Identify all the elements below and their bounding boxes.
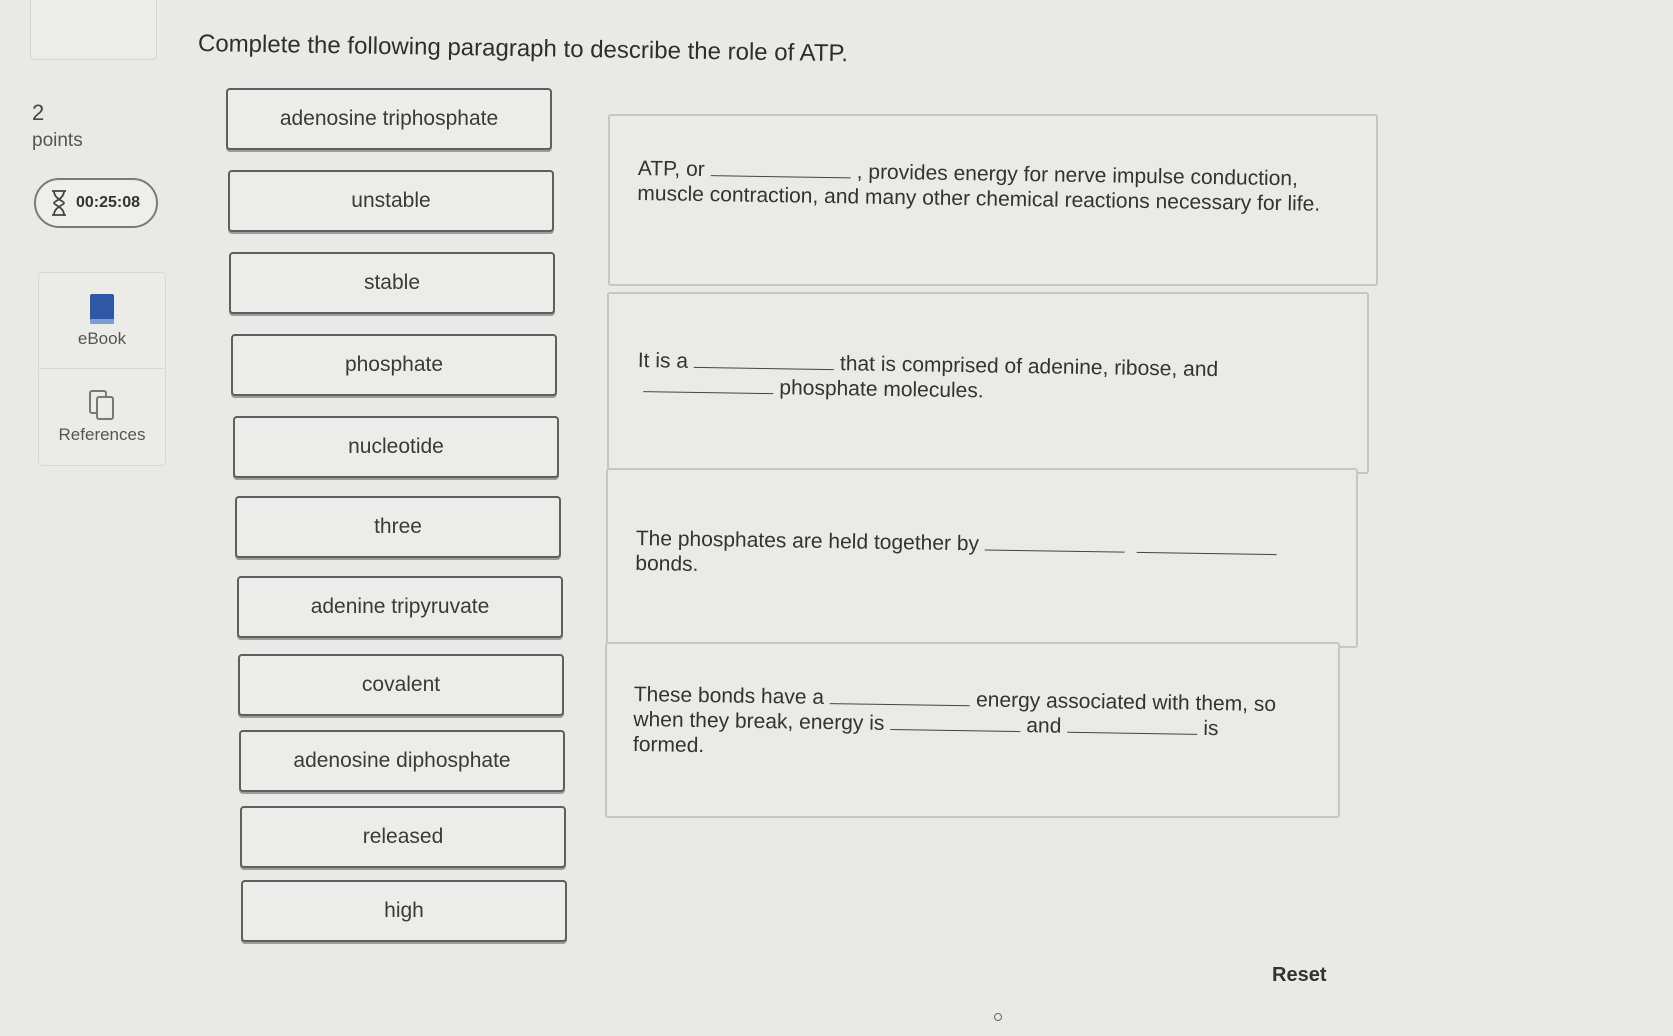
word-option[interactable]: released: [240, 806, 566, 868]
paragraph-1-text-b: , provides energy for nerve impulse conduction, muscle contraction, and many other chemical reactions necessary for life.: [637, 160, 1321, 216]
reset-button[interactable]: Reset: [1272, 964, 1327, 986]
references-label: References: [58, 425, 146, 444]
hourglass-icon: [50, 189, 68, 217]
word-option[interactable]: high: [241, 880, 567, 942]
blank-4[interactable]: [985, 531, 1125, 552]
paragraph-4: [633, 682, 1294, 767]
blank-1[interactable]: [711, 157, 851, 178]
paragraph-3-text-b: bonds.: [635, 551, 699, 576]
instruction-text: Complete the following paragraph to describe the role of ATP.: [197, 30, 849, 68]
timer[interactable]: [34, 178, 158, 228]
ebook-button[interactable]: [39, 273, 165, 369]
blank-6[interactable]: [830, 685, 970, 706]
paragraph-2-text-b: that is comprised of adenine, ribose, and: [839, 352, 1219, 382]
blank-3[interactable]: [643, 373, 773, 394]
paragraph-1-text-a: ATP, or: [637, 156, 705, 182]
decorative-dot: [994, 1013, 1002, 1021]
tools-panel: [38, 272, 166, 466]
book-icon: [89, 293, 115, 325]
paragraph-4-text-c: and: [1026, 714, 1062, 738]
word-option[interactable]: unstable: [228, 170, 554, 232]
paragraph-2: [637, 348, 1258, 408]
paragraph-4-text-d: is formed.: [632, 716, 1219, 758]
paragraph-2-text-a: It is a: [637, 348, 689, 373]
timer-value: 00:25:08: [76, 194, 141, 211]
question-number-box: [30, 0, 157, 60]
paragraph-3-text-a: The phosphates are held together by: [635, 526, 980, 556]
blank-7[interactable]: [890, 711, 1020, 732]
references-button[interactable]: [39, 369, 165, 464]
word-option[interactable]: covalent: [238, 654, 564, 716]
word-option[interactable]: three: [235, 496, 561, 558]
paragraph-3: [635, 526, 1316, 587]
word-option[interactable]: adenosine diphosphate: [239, 730, 565, 792]
blank-5[interactable]: [1137, 534, 1277, 555]
paragraph-4-text-a: These bonds have a: [633, 682, 825, 709]
word-option[interactable]: adenine tripyruvate: [237, 576, 563, 638]
points-value: 2: [32, 100, 45, 125]
copy-icon: [88, 389, 116, 421]
word-option[interactable]: nucleotide: [233, 416, 559, 478]
paragraph-2-text-c: phosphate molecules.: [779, 376, 984, 403]
word-option[interactable]: stable: [229, 252, 555, 314]
points-label: points: [32, 130, 83, 151]
paragraph-4-text-b: energy associated with them, so when they break, energy is: [633, 688, 1277, 735]
blank-2[interactable]: [694, 349, 834, 370]
blank-8[interactable]: [1067, 714, 1197, 735]
ebook-label: eBook: [77, 329, 127, 348]
word-option[interactable]: phosphate: [231, 334, 557, 396]
word-option[interactable]: adenosine triphosphate: [226, 88, 552, 150]
